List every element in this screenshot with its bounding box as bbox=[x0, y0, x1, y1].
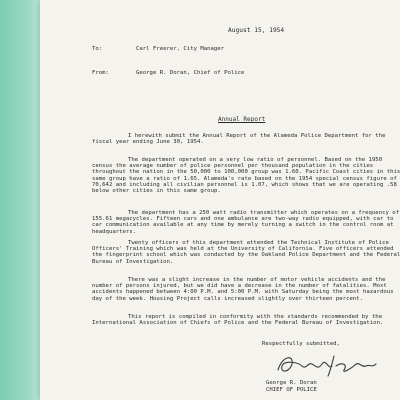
paragraph-intro: I herewith submit the Annual Report of the Alameda Police Department for the fiscal year ending June 30, 1954. bbox=[92, 133, 386, 146]
document-page bbox=[40, 0, 400, 400]
green-background bbox=[0, 0, 40, 400]
from-value: George R. Doran, Chief of Police bbox=[136, 70, 245, 76]
to-value: Carl Freerer, City Manager bbox=[136, 46, 225, 52]
paragraph-training: Twenty officers of this department attended the Technical Institute of Police Officers' Training which was held at the University of California. Five officers attended the fingerprint school which was conducted by the Oakland Police Department and the Federal Bureau of Investigation. bbox=[92, 240, 400, 265]
paragraph-radio: The department has a 250 watt radio transmitter which operates on a frequency of 155.61 megacycles. Fifteen cars and one ambulance are two-way radio equipped, with car to car communication available at any time by merely turning a switch in the control room at headquarters. bbox=[92, 210, 400, 235]
signature-title: CHIEF OF POLICE bbox=[266, 387, 317, 393]
signature-name: George R. Doran bbox=[266, 380, 317, 386]
paragraph-conformity: This report is compiled in conformity with the standards recommended by the International Association of Chiefs of Police and the Federal Bureau of Investigation. bbox=[92, 314, 384, 327]
memo-date: August 15, 1954 bbox=[228, 27, 285, 34]
to-label: To: bbox=[92, 46, 103, 52]
from-label: From: bbox=[92, 70, 109, 76]
paragraph-accidents: There was a slight increase in the number of motor vehicle accidents and the number of persons injured, but we did have a decrease in the number of fatalities. Most accidents happened between 4:00 P.M. and 5:00 P.M. with Saturday being the most hazardous day of the week. Housing Project calls increased slightly over thirteen percent. bbox=[92, 277, 394, 302]
handwritten-signature bbox=[272, 350, 382, 378]
report-title: Annual Report bbox=[218, 116, 266, 123]
paragraph-personnel: The department operated on a very low ratio of personnel. Based on the 1950 census the average number of police personnel per thousand population in the cities throughout the nation in the 50,000 to 100,000 group was 1.60. Pacific Coast cities in this same group have a ratio of 1.65. Alameda's rate based on the 1954 special census figure of 70,642 and including all civilian personnel is 1.07, which shows that we are operating .58 below other cities in this same group. bbox=[92, 157, 400, 195]
closing-text: Respectfully submitted, bbox=[262, 341, 340, 347]
